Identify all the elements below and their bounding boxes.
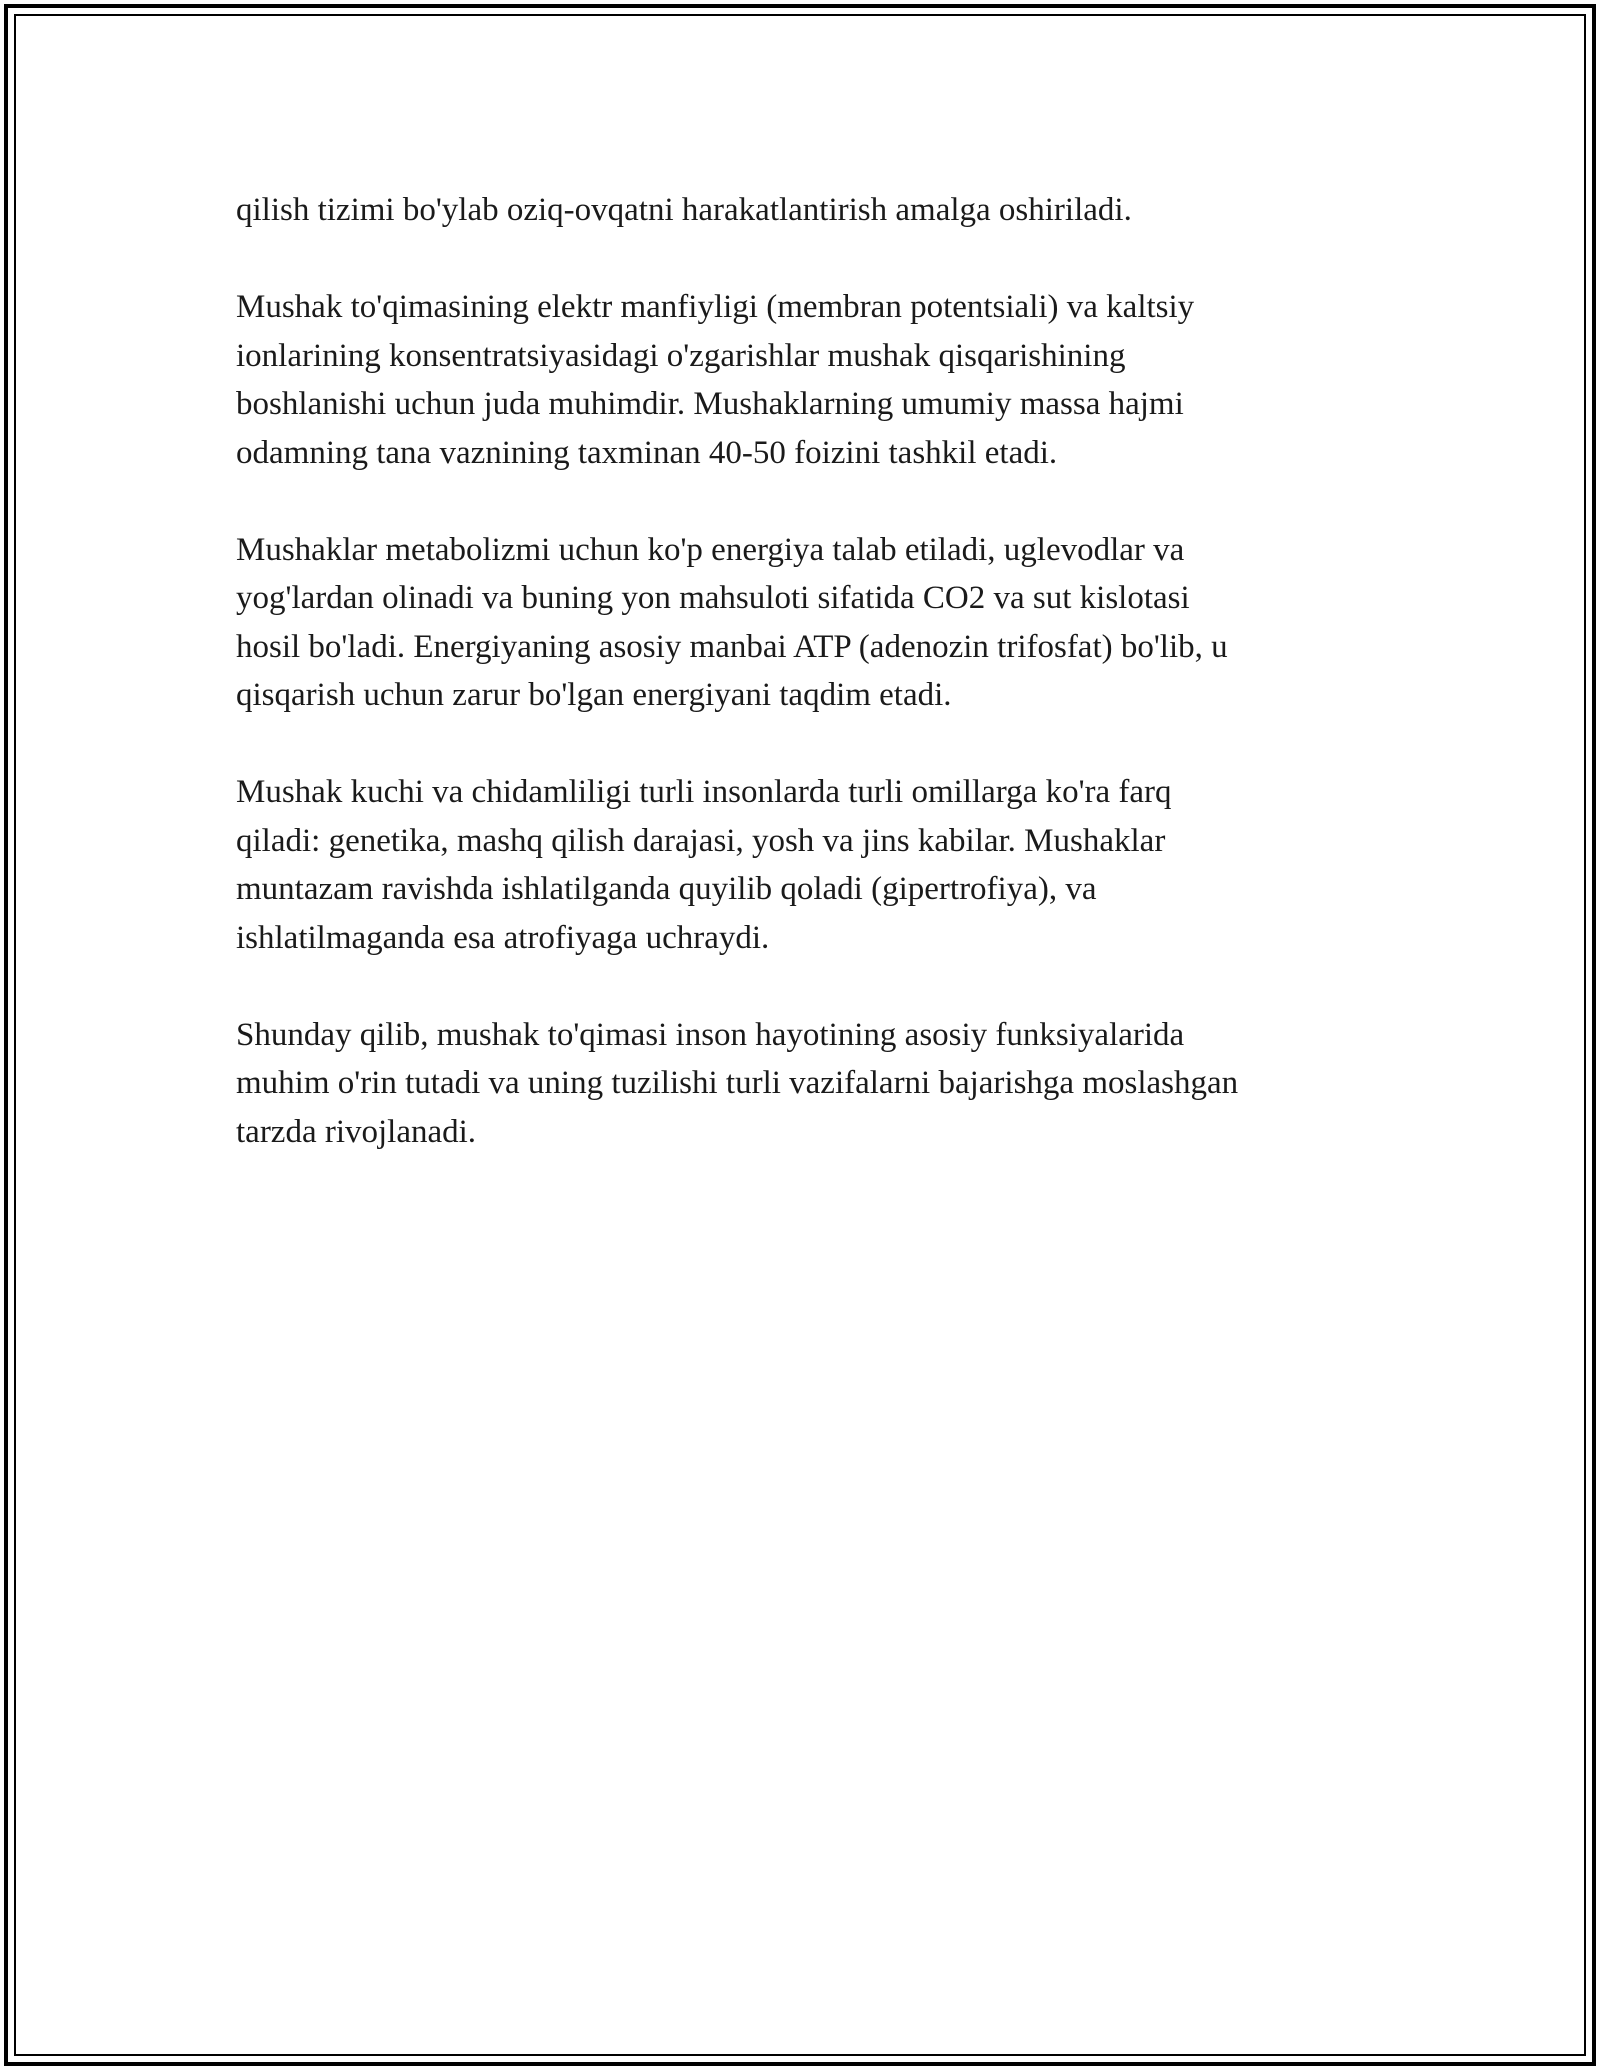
text-line: qisqarish uchun zarur bo'lgan energiyani taqdim etadi.: [236, 677, 952, 713]
paragraph-food-movement: [236, 186, 1366, 235]
text-line: ionlarining konsentratsiyasidagi o'zgarishlar mushak qisqarishining: [236, 337, 1126, 374]
text-line: qiladi: genetika, mashq qilish darajasi, yosh va jins kabilar. Mushaklar: [236, 822, 1166, 859]
text-line: ishlatilmaganda esa atrofiyaga uchraydi.: [236, 919, 770, 956]
paragraph-membrane-potential: [236, 283, 1366, 477]
text-line: muhim o'rin tutadi va uning tuzilishi turli vazifalarni bajarishga moslashgan: [236, 1065, 1239, 1101]
text-line: Mushak to'qimasining elektr manfiyligi (membran potentsiali) va kaltsiy: [236, 289, 1195, 325]
paragraph-strength-endurance: [236, 768, 1366, 962]
paragraph-metabolism: [236, 526, 1366, 720]
text-line: yog'lardan olinadi va buning yon mahsuloti sifatida CO2 va sut kislotasi: [236, 580, 1190, 616]
text-line: Shunday qilib, mushak to'qimasi inson hayotining asosiy funksiyalarida: [236, 1016, 1185, 1053]
document-body: [236, 186, 1366, 1205]
text-line: muntazam ravishda ishlatilganda quyilib qoladi (gipertrofiya), va: [236, 871, 1097, 907]
text-line: odamning tana vaznining taxminan 40-50 foizini tashkil etadi.: [236, 434, 1058, 471]
text-line: Mushak kuchi va chidamliligi turli insonlarda turli omillarga ko'ra farq: [236, 774, 1172, 810]
text-line: qilish tizimi bo'ylab oziq-ovqatni harakatlantirish amalga oshiriladi.: [236, 192, 1132, 228]
text-line: Mushaklar metabolizmi uchun ko'p energiya talab etiladi, uglevodlar va: [236, 531, 1185, 568]
text-line: tarzda rivojlanadi.: [236, 1113, 477, 1150]
text-line: hosil bo'ladi. Energiyaning asosiy manbai ATP (adenozin trifosfat) bo'lib, u: [236, 628, 1228, 665]
paragraph-conclusion: [236, 1011, 1366, 1157]
text-line: boshlanishi uchun juda muhimdir. Mushaklarning umumiy massa hajmi: [236, 386, 1184, 422]
